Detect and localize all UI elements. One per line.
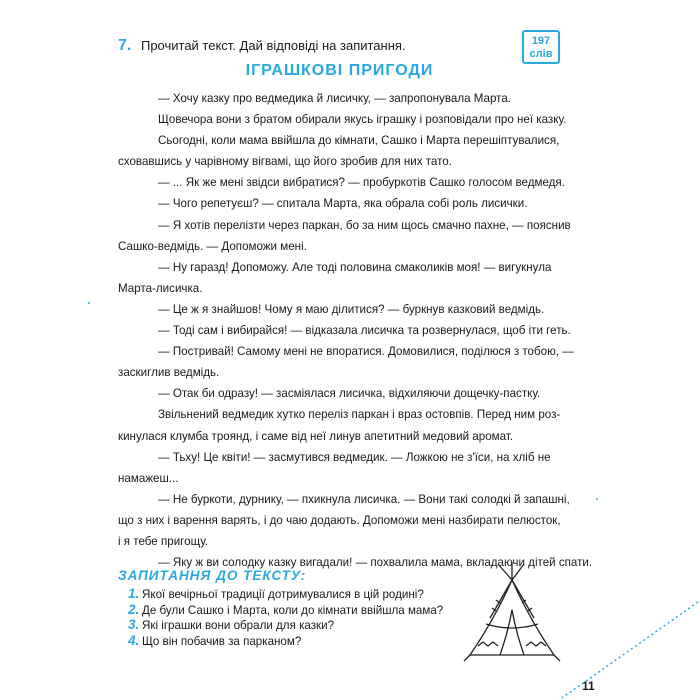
story-line: — Ну гаразд! Допоможу. Але тоді половина смаколиків моя! — вигукнула xyxy=(158,260,552,274)
question-text: Де були Сашко і Марта, коли до кімнати ввійшла мама? xyxy=(142,603,444,617)
question-item xyxy=(128,617,443,633)
story-line: що з них і варення варять, і до чаю додають. Допоможи мені назбирати пелюсток, xyxy=(118,513,561,527)
questions-heading: ЗАПИТАННЯ ДО ТЕКСТУ: xyxy=(118,568,307,583)
story-line: заскиглив ведмідь. xyxy=(118,366,220,380)
story-line: Сьогодні, коли мама ввійшла до кімнати, Сашко і Марта перешіптувалися, xyxy=(158,134,560,148)
page-number: 11 xyxy=(582,679,595,693)
story-line: — Я хотів перелізти через паркан, бо за ним щось смачно пахне, — пояснив xyxy=(158,218,571,232)
decor-dot xyxy=(88,302,90,304)
story-title: ІГРАШКОВІ ПРИГОДИ xyxy=(245,62,434,79)
story-line: — Чого репетуєш? — спитала Марта, яка обрала собі роль лисички. xyxy=(158,197,528,211)
question-number: 4. xyxy=(128,632,140,648)
teepee-icon xyxy=(456,560,566,668)
story-line: — Яку ж ви солодку казку вигадали! — похвалила мама, вкладаючи дітей спати. xyxy=(158,556,593,570)
task-header xyxy=(118,37,406,55)
question-number: 2. xyxy=(128,601,140,617)
story-line: — Не буркоти, дурнику, — пхикнула лисичка. — Вони такі солодкі й запашні, xyxy=(158,492,570,506)
word-count-badge xyxy=(522,30,560,64)
decor-dot xyxy=(596,498,598,500)
story-text xyxy=(118,88,593,573)
story-line: — Отак би одразу! — засміялася лисичка, відхиляючи дощечку-пастку. xyxy=(158,387,541,401)
story-line: кинулася клумба троянд, і саме від неї линув апетитний медовий аромат. xyxy=(118,429,514,443)
task-number: 7. xyxy=(118,37,132,54)
story-line: намажеш... xyxy=(118,471,179,485)
story-line: — ... Як же мені звідси вибратися? — пробуркотів Сашко голосом ведмедя. xyxy=(158,176,565,190)
story-line: Марта-лисичка. xyxy=(118,281,203,295)
story-line: — Тоді сам і вибирайся! — відказала лисичка та розвернулася, щоб іти геть. xyxy=(158,324,571,338)
story-line: Сашко-ведмідь. — Допоможи мені. xyxy=(118,239,307,253)
story-line: — Це ж я знайшов! Чому я маю ділитися? — буркнув казковий ведмідь. xyxy=(158,302,545,316)
decor-dotted-line xyxy=(560,600,700,700)
story-line: і я тебе пригощу. xyxy=(118,534,209,548)
story-line: — Постривай! Самому мені не впоратися. Домовилися, поділюся з тобою, — xyxy=(158,345,574,359)
question-text: Які іграшки вони обрали для казки? xyxy=(142,619,335,632)
question-item xyxy=(128,586,443,602)
question-item xyxy=(128,633,443,649)
question-number: 1. xyxy=(128,586,140,601)
word-count-number: 197 xyxy=(531,35,551,47)
questions-list xyxy=(128,586,443,648)
question-text: Що він побачив за парканом? xyxy=(142,634,302,648)
story-line: сховавшись у чарівному вігвамі, що його зробив для них тато. xyxy=(118,155,452,169)
question-item xyxy=(128,602,443,618)
question-text: Якої вечірньої традиції дотримувалися в цій родині? xyxy=(142,588,424,601)
story-line: — Тьху! Це квіти! — засмутився ведмедик. — Ложкою не з'їси, на хліб не xyxy=(158,450,551,464)
question-number: 3. xyxy=(128,617,140,632)
story-line: — Хочу казку про ведмедика й лисичку, — запропонувала Марта. xyxy=(158,92,512,105)
story-line: Звільнений ведмедик хутко переліз паркан і враз остовпів. Перед ним роз- xyxy=(158,408,561,422)
task-instruction: Прочитай текст. Дай відповіді на запитання. xyxy=(140,38,406,53)
word-count-unit: слів xyxy=(529,48,553,60)
story-line: Щовечора вони з братом обирали якусь іграшку і розповідали про неї казку. xyxy=(158,113,567,127)
